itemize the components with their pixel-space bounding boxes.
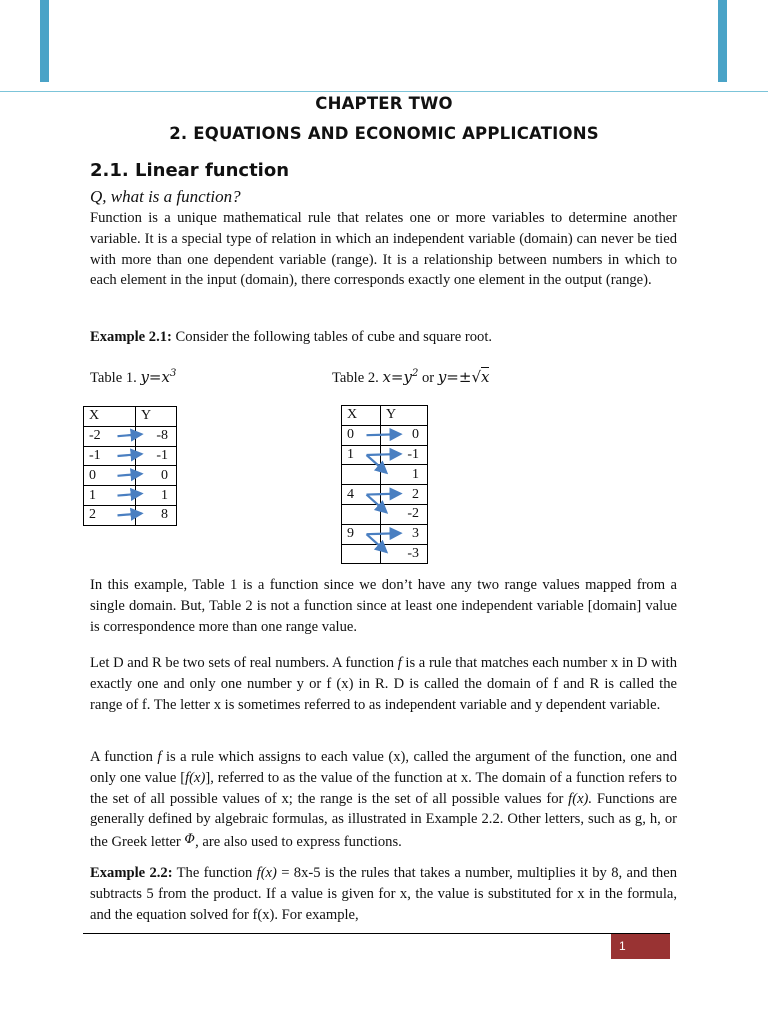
example-2-2-label: Example 2.2: [90,865,173,881]
table-cell-y: 1 [381,465,428,485]
table1-formula: $y=x^3$ [140,368,177,386]
table-cell-y: 1 [136,486,177,506]
table-row [84,505,177,525]
table-cell-y: 0 [136,466,177,486]
example-2-1 [90,327,677,348]
table-cell-x [342,544,381,564]
header-left-bar [40,0,49,82]
table-cell-y: 3 [381,524,428,544]
table1-caption-label: Table 1. [90,370,137,386]
table-row [84,466,177,486]
table-cell-x: 1 [84,486,136,506]
table-cell-y: -1 [381,445,428,465]
table-row [342,445,428,465]
table2-or: or [422,370,435,386]
table2-caption-label: Table 2. [332,370,379,386]
footer-rule [83,933,670,934]
definition-let-paragraph: Let D and R be two sets of real numbers. A function f is a rule that matches each number x in D with exactly one and only one number y or f (x) in R. D is called the domain of f and R is called the range of f. The letter x is sometimes referred to as independent variable and y dependent variable. [90,655,677,713]
header-right-bar [718,0,727,82]
table-header-row [84,407,177,427]
explanation-paragraph: In this example, Table 1 is a function since we don’t have any two range values mapped from a single domain. But, Table 2 is not a function since at least one independent variable [domain] value is correspondence more than one range value. [90,577,677,635]
table-cell-y: -2 [381,504,428,524]
table-header-cell: Y [381,406,428,426]
definition-paragraph: Function is a unique mathematical rule that relates one or more variables to determine another variable. It is a special type of relation in which an independent variable (domain) can never be tied with more than one dependent variable (range). It is a relationship between numbers in which to each element in the input (domain), there corresponds exactly one element in the output (range). [90,210,677,289]
table-row [342,425,428,445]
table-cell-x: -1 [84,446,136,466]
table-header-cell: X [342,406,381,426]
table-cell-y: -3 [381,544,428,564]
table-cell-x: 4 [342,485,381,505]
section-title: 2. EQUATIONS AND ECONOMIC APPLICATIONS [169,124,599,143]
table-cell-y: 2 [381,485,428,505]
table-cell-y: -1 [136,446,177,466]
table2-caption [332,368,489,387]
table-cell-y: 8 [136,505,177,525]
chapter-title: CHAPTER TWO [315,94,453,113]
subsection-title: 2.1. Linear function [90,160,290,181]
table-row [84,486,177,506]
table-header-cell: Y [136,407,177,427]
table-row [84,426,177,446]
table-row [84,446,177,466]
table-cell-x: 0 [84,466,136,486]
table-cell-x [342,465,381,485]
radical-symbol: √ [471,368,482,386]
phi-symbol: Φ [184,832,196,848]
table-cell-x [342,504,381,524]
table-cell-x: 1 [342,445,381,465]
example-2-1-label: Example 2.1: [90,329,172,345]
table2 [341,405,428,564]
table1 [83,406,177,526]
header-rule [0,91,768,92]
table-row [342,465,428,485]
example-2-1-text: Consider the following tables of cube and square root. [171,329,493,345]
table-cell-x: 0 [342,425,381,445]
table2-formula-2: y=±√x [437,368,490,386]
table-cell-x: -2 [84,426,136,446]
table-header-row [342,406,428,426]
example-2-2: Example 2.2: The function f(x) = 8x-5 is the rules that takes a number, multiplies it by 8, and then subtracts 5 from the product. If a value is given for x, the value is substituted for x in the formula, and the equation solved for f(x). For example, [90,865,677,923]
table-cell-y: -8 [136,426,177,446]
table-cell-x: 9 [342,524,381,544]
table2-formula-1: $x=y^2$ [382,368,419,386]
table-row [342,524,428,544]
table-row [342,504,428,524]
page-number: 1 [611,934,670,959]
table1-caption [90,368,176,387]
table-cell-y: 0 [381,425,428,445]
question-heading: Q, what is a function? [90,187,241,206]
table-row [342,544,428,564]
table-row [342,485,428,505]
table-header-cell: X [84,407,136,427]
rule-paragraph: A function f is a rule which assigns to each value (x), called the argument of the function, one and only one value [f(x)], referred to as the value of the function at x. The domain of a function refers to the set of all possible values of x; the range is the set of all possible values for f(x). Functions are generally defined by algebraic formulas, as illustrated in Example 2.2. Other letters, such as g, h, or the Greek letter Φ, are also used to express functions. [90,749,677,851]
table-cell-x: 2 [84,505,136,525]
